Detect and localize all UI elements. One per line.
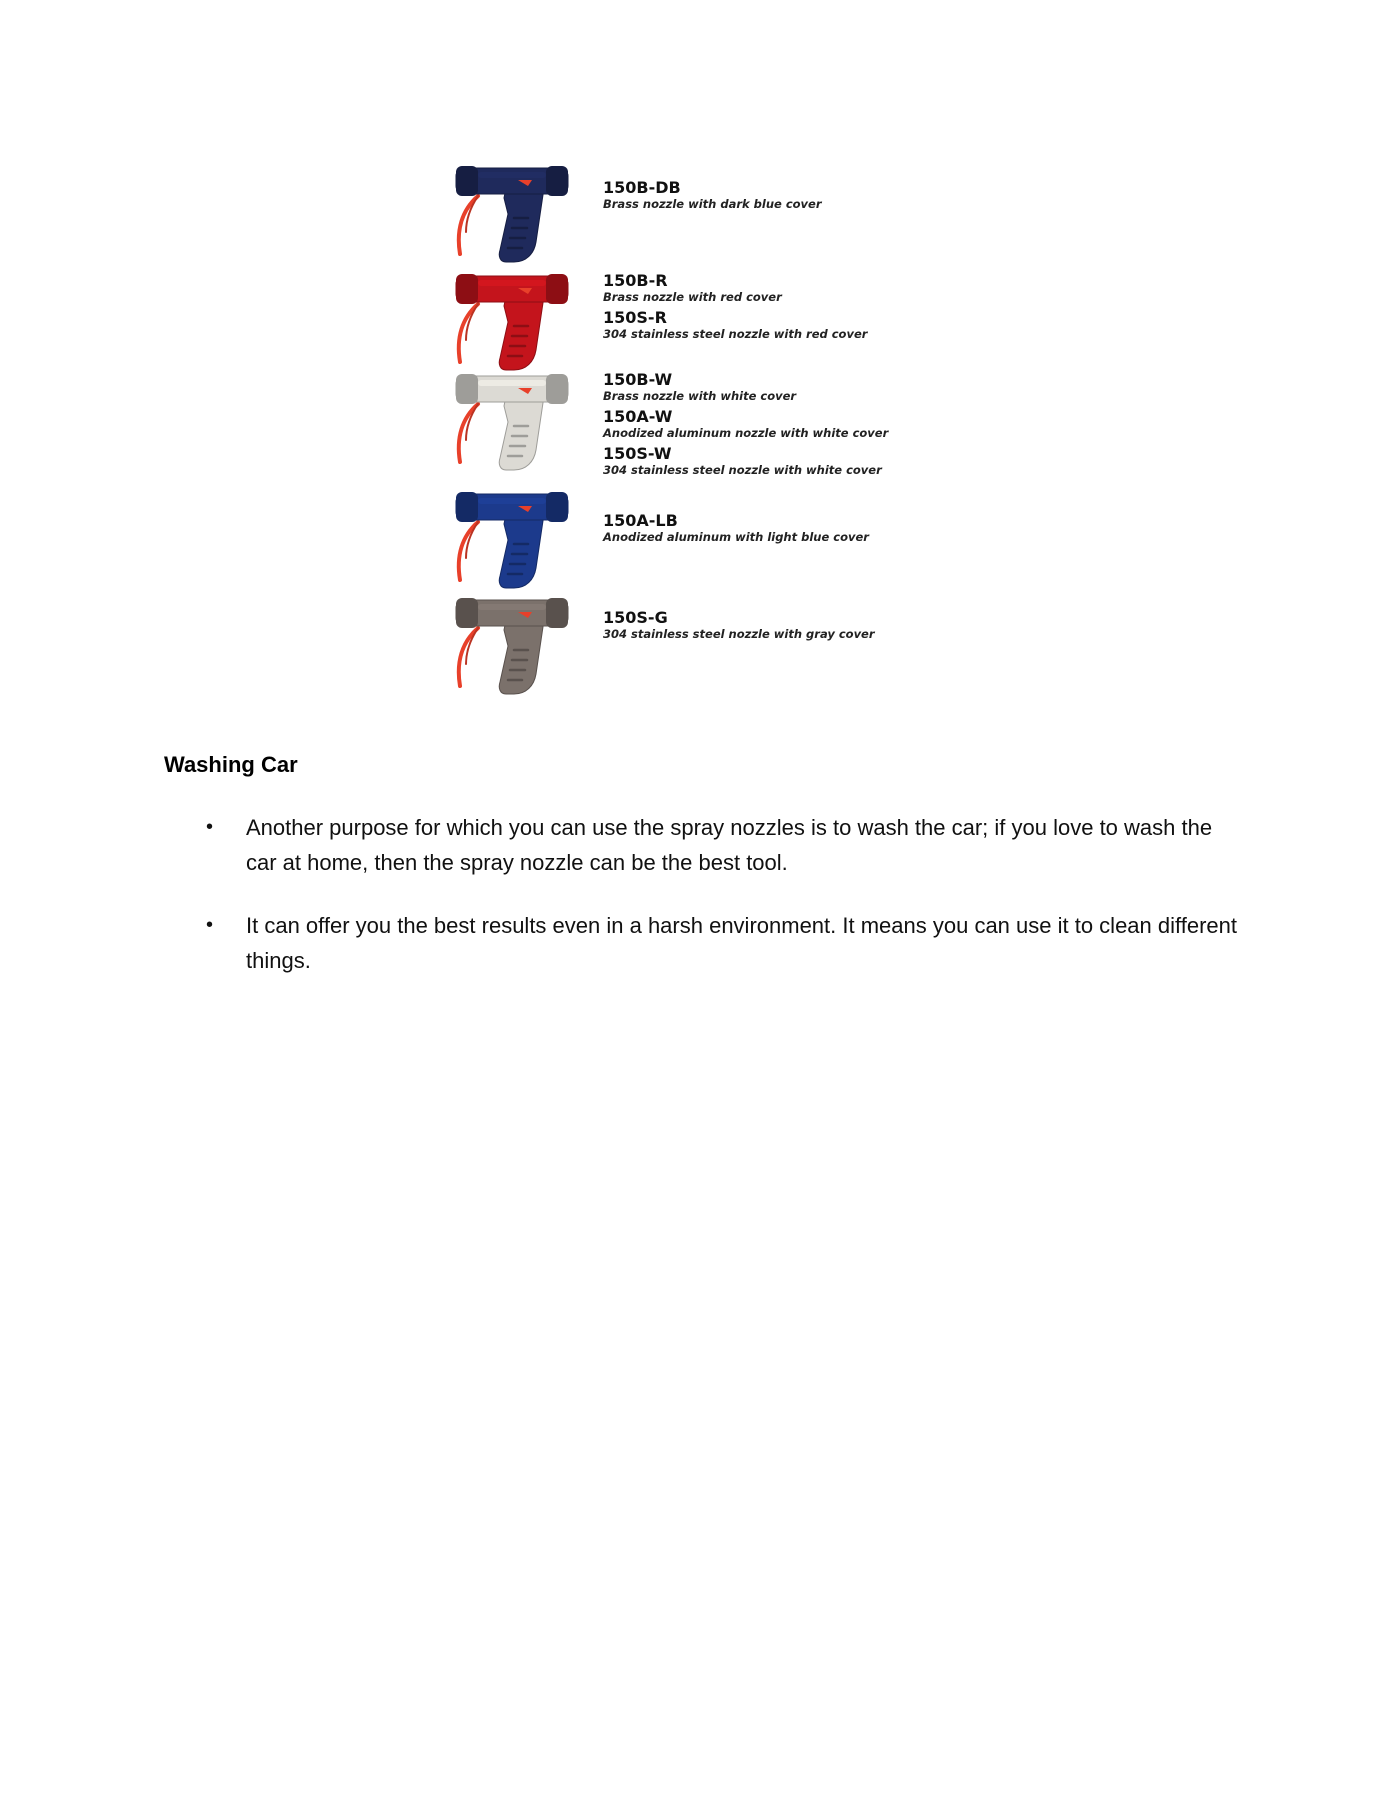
product-entry — [603, 407, 923, 441]
nozzle-product-figure — [448, 158, 918, 718]
product-description: 304 stainless steel nozzle with red cover — [603, 327, 868, 341]
product-code: 150B-R — [603, 271, 668, 290]
product-group — [603, 608, 923, 645]
product-labels — [603, 158, 923, 718]
product-code: 150S-W — [603, 444, 672, 463]
bullet-icon: • — [206, 914, 214, 936]
product-entry — [603, 511, 923, 545]
bullet-text: It can offer you the best results even in a harsh environment. It means you can use it to clean different things. — [246, 913, 1237, 973]
section-heading: Washing Car — [164, 752, 298, 777]
product-group — [603, 271, 923, 345]
spray-nozzle-icon — [448, 366, 578, 476]
product-description: Brass nozzle with red cover — [603, 290, 782, 304]
product-code: 150A-W — [603, 407, 673, 426]
bullet-icon: • — [206, 816, 214, 838]
product-description: Anodized aluminum with light blue cover — [603, 530, 869, 544]
product-description: Brass nozzle with dark blue cover — [603, 197, 822, 211]
spray-nozzle-icon — [448, 590, 578, 700]
bullet-text: Another purpose for which you can use the spray nozzles is to wash the car; if you love to wash the car at home, then the spray nozzle can be the best tool. — [246, 815, 1213, 875]
product-entry — [603, 444, 923, 478]
product-group — [603, 370, 923, 481]
product-description: 304 stainless steel nozzle with gray cover — [603, 627, 875, 641]
product-code: 150B-DB — [603, 178, 681, 197]
spray-nozzle-icon — [448, 158, 578, 268]
product-group — [603, 178, 923, 215]
product-entry — [603, 178, 923, 212]
bullet-list — [164, 810, 1244, 1006]
product-group — [603, 511, 923, 548]
product-entry — [603, 308, 923, 342]
product-description: 304 stainless steel nozzle with white cover — [603, 463, 882, 477]
list-item — [164, 810, 1244, 880]
product-entry — [603, 608, 923, 642]
product-description: Brass nozzle with white cover — [603, 389, 797, 403]
list-item — [164, 908, 1244, 978]
product-code: 150S-R — [603, 308, 667, 327]
product-description: Anodized aluminum nozzle with white cover — [603, 426, 889, 440]
product-entry — [603, 370, 923, 404]
product-code: 150B-W — [603, 370, 673, 389]
product-entry — [603, 271, 923, 305]
spray-nozzle-icon — [448, 484, 578, 594]
product-code: 150A-LB — [603, 511, 678, 530]
product-code: 150S-G — [603, 608, 668, 627]
spray-nozzle-icon — [448, 266, 578, 376]
